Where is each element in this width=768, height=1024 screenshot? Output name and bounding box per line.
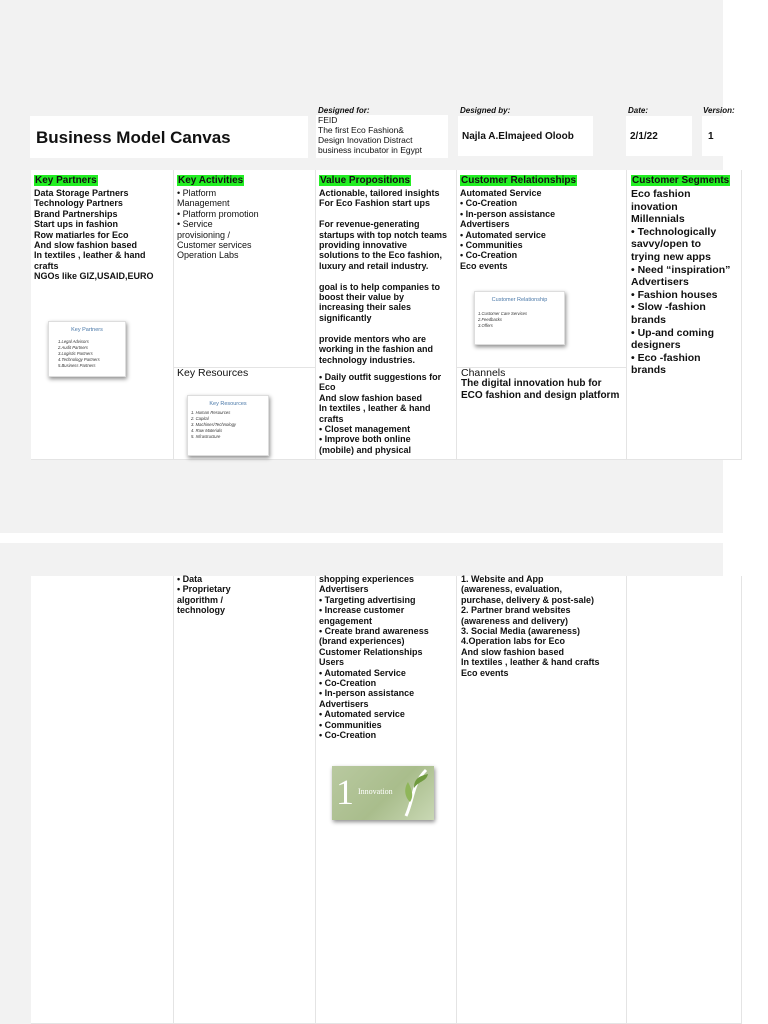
page2-channels-text: 1. Website and App (awareness, evaluation, purchase, delivery & post-sale) 2. Partner brand websites (awareness and delivery) 3. Social Media (awareness) 4.Operation labs for Eco And slow fashion based In textiles , leather & hand crafts Eco events — [461, 574, 600, 678]
key-partners-cell — [31, 170, 174, 460]
key-resources-cell — [174, 368, 316, 460]
key-resources-heading: Key Resources — [177, 367, 249, 379]
version-box — [702, 116, 742, 156]
key-partners-heading: Key Partners — [35, 175, 97, 186]
key-activities-heading: Key Activities — [178, 175, 244, 186]
customer-relationships-heading: Customer Relationships — [461, 175, 577, 186]
key-resources-thumbnail — [187, 395, 269, 456]
page2-value-propositions-text: shopping experiences Advertisers • Targeting advertising • Increase customer engagement • Create brand awareness (brand experiences) Customer Relationships Users • Automated Service • Co-Creation • In-person assistance Advertisers • Automated service • Communities • Co-Creation — [319, 574, 429, 741]
designed-for-value: FEID The first Eco Fashion& Design Inovation Distract business incubator in Egypt — [316, 115, 448, 158]
version-label: Version: — [703, 106, 735, 115]
customer-relationships-cell — [457, 170, 627, 368]
version-value: 1 — [708, 131, 714, 142]
header-bar — [30, 96, 742, 158]
page2-key-resources-text: • Data • Proprietary algorithm / technology — [177, 574, 231, 616]
key-activities-text: • Platform Management • Platform promotion • Service provisioning / Customer services Operation Labs — [177, 188, 259, 261]
customer-segments-text: Eco fashion inovation Millennials • Technologically savvy/open to trying new apps • Need “inspiration” Advertisers • Fashion houses • Slow -fashion brands • Up-and coming designers • Eco -fashion brands — [631, 188, 731, 377]
key-resources-thumb-title: Key Resources — [209, 401, 247, 407]
channels-heading: Channels — [461, 367, 506, 379]
customer-relationship-thumbnail — [474, 291, 565, 345]
customer-relationship-thumb-items: 1.Customer Care Services 2.Feedbacks 3.Offers — [478, 311, 528, 328]
designed-by-label: Designed by: — [460, 106, 511, 115]
key-partners-thumb-items: 1.Legal Advisors 2.Audit Partners 3.Logistic Partners 4.Technology Partners 5.Business Partners — [58, 339, 100, 368]
designed-by-value: Najla A.Elmajeed Oloob — [462, 131, 574, 142]
page2-customer-segments-cell — [627, 576, 742, 1024]
key-partners-thumb-title: Key Partners — [71, 327, 103, 333]
page2-key-resources-cell — [174, 576, 316, 1024]
date-value: 2/1/22 — [630, 131, 658, 142]
customer-segments-cell — [627, 170, 742, 460]
customer-segments-heading: Customer Segments — [632, 175, 730, 186]
page2-channels-cell — [457, 576, 627, 1024]
key-partners-text: Data Storage Partners Technology Partners Brand Partnerships Start ups in fashion Row matiarles for Eco And slow fashion based In textiles , leather & hand crafts NGOs like GIZ,USAID,EURO — [34, 188, 154, 282]
designed-by-box — [458, 116, 593, 156]
innovation-image — [332, 766, 434, 820]
value-propositions-heading: Value Propositions — [320, 175, 411, 186]
designed-for-label: Designed for: — [318, 106, 370, 115]
key-partners-thumbnail — [48, 321, 126, 377]
key-resources-thumb-items: 1. Human Resources 2. Capital 3. Machines/Technology 4. Raw Materials 5. Infrastructure — [191, 410, 237, 439]
page2-value-propositions-cell — [316, 576, 457, 1024]
leaf-icon — [402, 768, 430, 818]
page2-key-partners-cell — [31, 576, 174, 1024]
innovation-number: 1 — [336, 772, 354, 812]
innovation-label: Innovation — [358, 787, 393, 796]
page-title: Business Model Canvas — [36, 128, 231, 147]
customer-relationships-text: Automated Service • Co-Creation • In-person assistance Advertisers • Automated service • Communities • Co-Creation Eco events — [460, 188, 556, 271]
channels-cell — [457, 368, 627, 460]
date-label: Date: — [628, 106, 649, 115]
value-propositions-cell — [316, 170, 457, 460]
date-box — [626, 116, 692, 156]
customer-relationship-thumb-title: Customer Relationship — [491, 297, 548, 303]
channels-text: The digital innovation hub for ECO fashion and design platform — [461, 378, 620, 401]
key-activities-cell — [174, 170, 316, 368]
value-propositions-text-bottom: • Daily outfit suggestions for Eco And slow fashion based In textiles , leather & hand crafts • Closet management • Improve both online (mobile) and physical — [319, 372, 442, 455]
title-box — [30, 116, 308, 158]
value-propositions-text-top: Actionable, tailored insights For Eco Fashion start ups For revenue-generating startups with top notch teams providing innovative solutions to the Eco fashion, luxury and retail industry. goal is to help companies to boost their value by increasing their sales significantly provide mentors who are working in the fashion and technology industries. — [319, 188, 448, 365]
